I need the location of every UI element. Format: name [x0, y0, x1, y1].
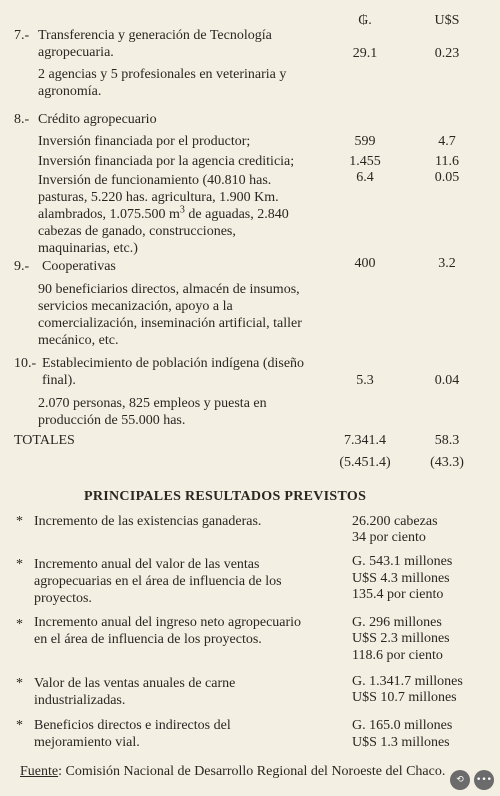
totals-label: TOTALES: [14, 433, 75, 448]
totals-value-guarani-alt: (5.451.4): [339, 455, 391, 470]
item-title: Transferencia y generación de Tecnología agropecuaria.: [38, 28, 272, 60]
sub-item-text: Inversión de funcionamiento (40.810 has. pasturas, 5.220 has. agricultura, 1.900 Km. alambrados, 1.075.500 $m^3$ de aguadas, 2.840 cabezas de ganado, construcciones, maquinarias, etc.): [38, 173, 289, 256]
sub-item-value-usd: 0.05: [434, 170, 460, 185]
item-value-usd: 3.2: [438, 256, 456, 271]
item-number: 9.-: [14, 259, 30, 274]
result-text: Valor de las ventas anuales de carne industrializadas.: [34, 676, 236, 708]
section-title: PRINCIPALES RESULTADOS PREVISTOS: [84, 489, 367, 504]
result-value: U$S 2.3 millones: [352, 631, 450, 646]
result-value: G. 543.1 millones: [352, 554, 453, 569]
item-number: 8.-: [14, 112, 30, 127]
more-icon[interactable]: •••: [474, 770, 494, 790]
bullet: *: [16, 718, 23, 733]
result-value: 26.200 cabezas: [352, 514, 438, 529]
result-text: Incremento de las existencias ganaderas.: [34, 514, 262, 529]
result-value: 34 por ciento: [352, 530, 426, 545]
source-text: : Comisión Nacional de Desarrollo Regional del Noroeste del Chaco.: [58, 764, 446, 779]
item-number: 7.-: [14, 28, 30, 43]
bullet: *: [16, 676, 23, 691]
item-description: 2 agencias y 5 profesionales en veterinaria y agronomía.: [38, 67, 287, 99]
viewer-controls: [450, 770, 494, 790]
sub-item-value-usd: 4.7: [438, 134, 456, 149]
totals-value-usd: 58.3: [434, 433, 460, 448]
item-title: Crédito agropecuario: [38, 112, 157, 127]
rotate-icon[interactable]: ⟲: [450, 770, 470, 790]
result-text: Incremento anual del valor de las ventas agropecuarias en el área de influencia de los proyectos.: [34, 557, 282, 606]
item-value-guarani: 29.1: [352, 46, 378, 61]
item-title: Establecimiento de población indígena (diseño final).: [42, 356, 305, 388]
item-value-guarani: 400: [354, 256, 376, 271]
sub-item-value-guarani: 6.4: [356, 170, 374, 185]
result-value: 135.4 por ciento: [352, 587, 444, 602]
result-text: Incremento anual del ingreso neto agropecuario en el área de influencia de los proyectos.: [34, 615, 302, 647]
source-label: Fuente: [20, 764, 59, 779]
source-note: [20, 763, 445, 780]
item-description: 90 beneficiarios directos, almacén de insumos, servicios mecanización, apoyo a la comercialización, inseminación artificial, taller mecánico, etc.: [38, 282, 302, 348]
result-value: G. 165.0 millones: [352, 718, 453, 733]
result-value: 118.6 por ciento: [352, 648, 443, 663]
result-value: U$S 1.3 millones: [352, 735, 450, 750]
bullet: *: [16, 557, 23, 572]
sub-item-text: Inversión financiada por la agencia crediticia;: [38, 154, 295, 169]
result-value: G. 296 millones: [352, 615, 442, 630]
result-text: Beneficios directos e indirectos del mejoramiento vial.: [34, 718, 231, 750]
result-value: U$S 4.3 millones: [352, 571, 450, 586]
item-value-guarani: 5.3: [356, 373, 374, 388]
sub-item-value-guarani: 599: [354, 134, 376, 149]
sub-item-value-guarani: 1.455: [349, 154, 381, 169]
sub-item-value-usd: 11.6: [435, 154, 459, 169]
item-description: 2.070 personas, 825 empleos y puesta en producción de 55.000 has.: [38, 396, 267, 428]
result-value: G. 1.341.7 millones: [352, 674, 463, 689]
sub-item-text: Inversión financiada por el productor;: [38, 134, 251, 149]
totals-value-usd-alt: (43.3): [430, 455, 464, 470]
item-value-usd: 0.04: [434, 373, 460, 388]
col-header-guarani: ₲.: [358, 13, 372, 28]
item-value-usd: 0.23: [434, 46, 460, 61]
bullet: *: [16, 514, 23, 529]
item-number: 10.-: [14, 356, 37, 371]
totals-value-guarani: 7.341.4: [344, 433, 386, 448]
superscript: 3: [179, 204, 185, 216]
bullet: *: [16, 617, 23, 632]
result-value: U$S 10.7 millones: [352, 690, 457, 705]
item-title: Cooperativas: [42, 259, 116, 274]
col-header-usd: U$S: [434, 13, 460, 28]
